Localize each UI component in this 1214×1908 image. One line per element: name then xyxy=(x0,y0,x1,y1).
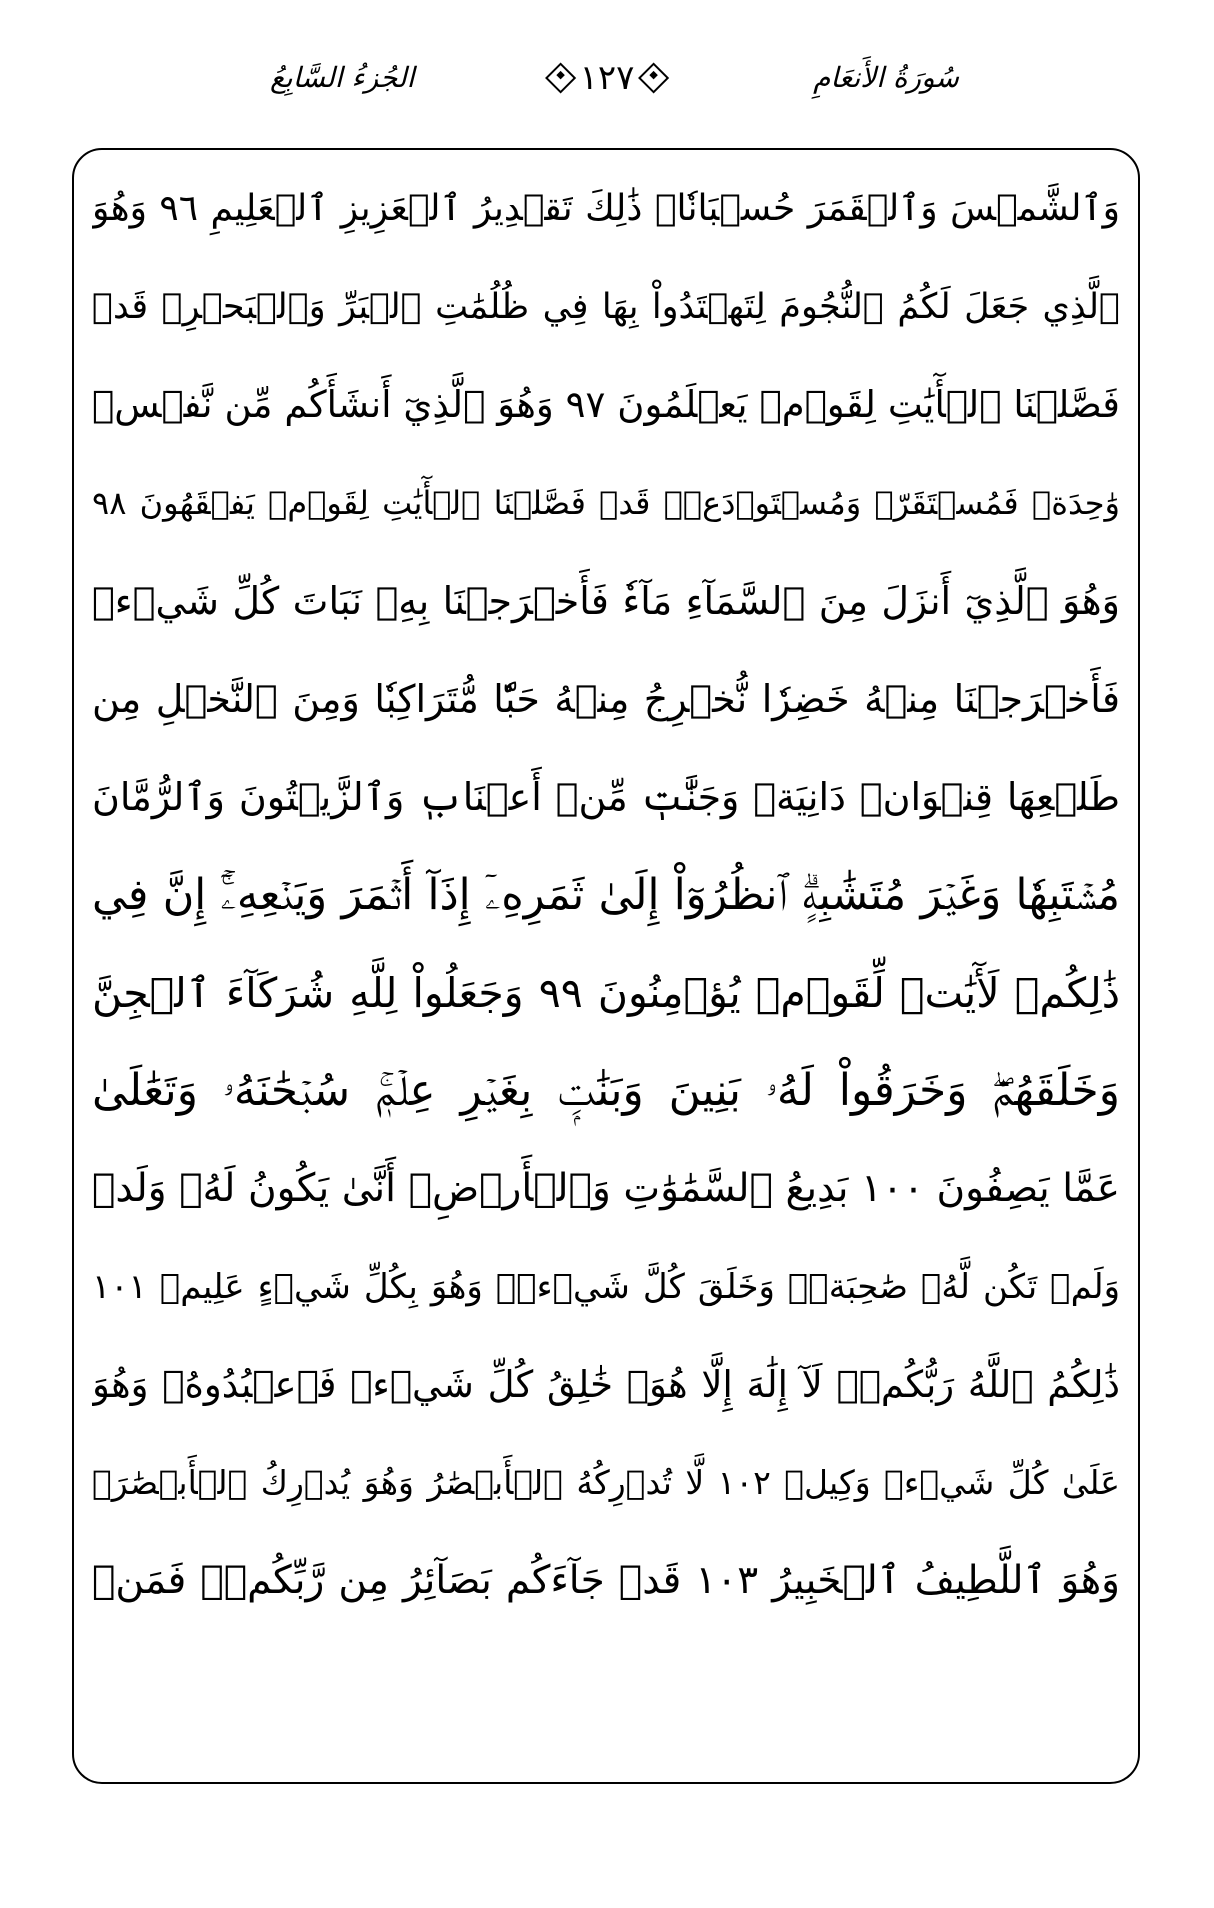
verse-line-text: ذَٰلِكُمُ ٱللَّهُ رَبُّكُمۡۖ لَآ إِلَٰهَ إِلَّا هُوَۖ خَٰلِقُ كُلِّ شَيۡءٖ فَٱعۡبُدُوهُۚ وَهُوَ xyxy=(92,1363,1120,1406)
ornament-icon xyxy=(638,62,669,93)
verse-line xyxy=(92,356,1120,454)
verse-line xyxy=(92,846,1120,944)
verse-line-text: طَلۡعِهَا قِنۡوَانٞ دَانِيَةٞ وَجَنَّٰتٖ مِّنۡ أَعۡنَابٖ وَٱلزَّيۡتُونَ وَٱلرُّمَّانَ xyxy=(92,775,1120,819)
verse-line-text: عَلَىٰ كُلِّ شَيۡءٖ وَكِيلٞ ١٠٢ لَّا تُدۡرِكُهُ ٱلۡأَبۡصَٰرُ وَهُوَ يُدۡرِكُ ٱلۡأَبۡصَٰرَۖ xyxy=(92,1463,1120,1502)
verse-line-text: ذَٰلِكُمۡ لَأٓيَٰتٖ لِّقَوۡمٖ يُؤۡمِنُونَ ٩٩ وَجَعَلُواْ لِلَّهِ شُرَكَآءَ ٱلۡجِنَّ xyxy=(92,969,1120,1017)
page-header xyxy=(0,48,1214,108)
verse-line-text: عَمَّا يَصِفُونَ ١٠٠ بَدِيعُ ٱلسَّمَٰوَٰتِ وَٱلۡأَرۡضِۖ أَنَّىٰ يَكُونُ لَهُۥ وَلَدٞ xyxy=(92,1166,1120,1211)
verse-line xyxy=(92,944,1120,1042)
ornament-icon xyxy=(545,62,576,93)
juz-name: الجُزءُ السَّابِعُ xyxy=(270,61,415,94)
verse-line-text: مُشۡتَبِهٗا وَغَيۡرَ مُتَشَٰبِهٍۗ ٱنظُرُوٓاْ إِلَىٰ ثَمَرِهِۦٓ إِذَآ أَثۡمَرَ وَيَنۡعِهِۦٓۚ إِنَّ فِي xyxy=(92,870,1120,920)
verse-line xyxy=(92,258,1120,356)
verse-line-text: فَأَخۡرَجۡنَا مِنۡهُ خَضِرٗا نُّخۡرِجُ مِنۡهُ حَبّٗا مُّتَرَاكِبٗا وَمِنَ ٱلنَّخۡلِ مِن xyxy=(92,677,1120,721)
page-number-block xyxy=(550,58,665,98)
verse-text-block xyxy=(92,160,1120,1630)
verse-line xyxy=(92,1532,1120,1630)
verse-line xyxy=(92,1336,1120,1434)
verse-line xyxy=(92,650,1120,748)
verse-line xyxy=(92,748,1120,846)
verse-line xyxy=(92,160,1120,258)
verse-line xyxy=(92,1238,1120,1336)
verse-line-text: وَٰحِدَةٖ فَمُسۡتَقَرّٞ وَمُسۡتَوۡدَعٞۗ قَدۡ فَصَّلۡنَا ٱلۡأٓيَٰتِ لِقَوۡمٖ يَفۡقَهُونَ ٩٨ xyxy=(92,484,1120,522)
verse-line xyxy=(92,1042,1120,1140)
verse-line xyxy=(92,1140,1120,1238)
verse-line-text: فَصَّلۡنَا ٱلۡأٓيَٰتِ لِقَوۡمٖ يَعۡلَمُونَ ٩٧ وَهُوَ ٱلَّذِيٓ أَنشَأَكُم مِّن نَّفۡسٖ xyxy=(92,383,1120,426)
verse-line-text: ٱلَّذِي جَعَلَ لَكُمُ ٱلنُّجُومَ لِتَهۡتَدُواْ بِهَا فِي ظُلُمَٰتِ ٱلۡبَرِّ وَٱلۡبَحۡرِۗ قَدۡ xyxy=(92,287,1120,327)
verse-line xyxy=(92,1434,1120,1532)
verse-line-text: وَهُوَ ٱللَّطِيفُ ٱلۡخَبِيرُ ١٠٣ قَدۡ جَآءَكُم بَصَآئِرُ مِن رَّبِّكُمۡۖ فَمَنۡ xyxy=(92,1558,1120,1603)
verse-line xyxy=(92,552,1120,650)
verse-line-text: وَهُوَ ٱلَّذِيٓ أَنزَلَ مِنَ ٱلسَّمَآءِ مَآءٗ فَأَخۡرَجۡنَا بِهِۦ نَبَاتَ كُلِّ شَيۡءٖ xyxy=(92,579,1120,623)
verse-line-text: وَٱلشَّمۡسَ وَٱلۡقَمَرَ حُسۡبَانٗاۚ ذَٰلِكَ تَقۡدِيرُ ٱلۡعَزِيزِ ٱلۡعَلِيمِ ٩٦ وَهُوَ xyxy=(92,188,1120,229)
page-number: ١٢٧ xyxy=(579,58,635,98)
verse-line xyxy=(92,454,1120,552)
surah-name: سُورَةُ الأَنعَامِ xyxy=(813,61,959,94)
verse-line-text: وَخَلَقَهُمۡۖ وَخَرَقُواْ لَهُۥ بَنِينَ وَبَنَٰتِۭ بِغَيۡرِ عِلۡمٖۚ سُبۡحَٰنَهُۥ وَتَعَٰلَىٰ xyxy=(92,1065,1120,1116)
verse-line-text: وَلَمۡ تَكُن لَّهُۥ صَٰحِبَةٞۖ وَخَلَقَ كُلَّ شَيۡءٖۖ وَهُوَ بِكُلِّ شَيۡءٍ عَلِيمٞ ١٠١ xyxy=(92,1267,1120,1307)
